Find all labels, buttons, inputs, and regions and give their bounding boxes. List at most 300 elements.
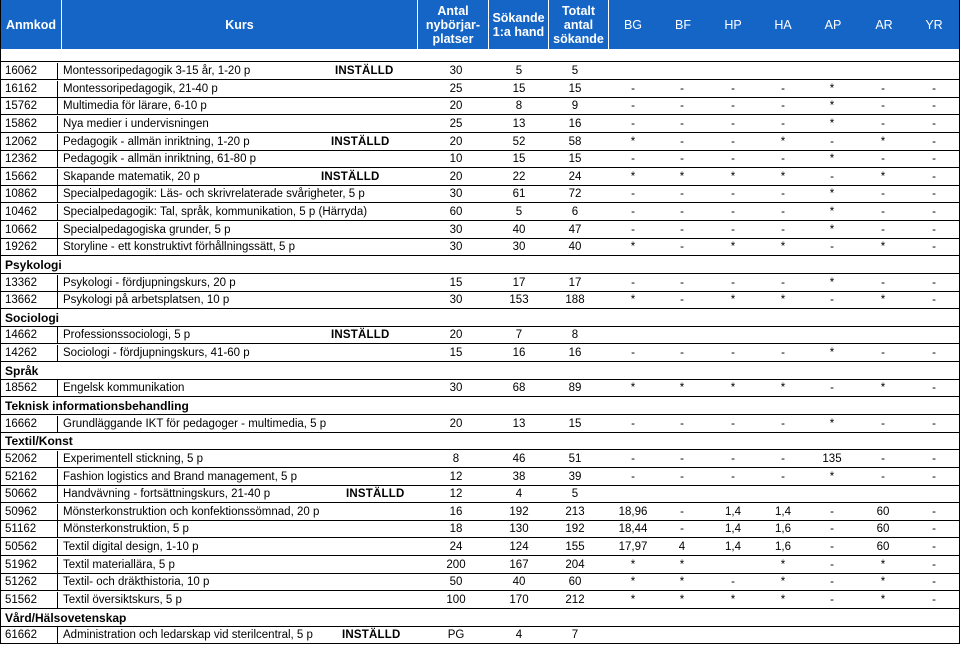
row-divider [57,116,58,133]
bg-value: - [631,470,635,483]
hp-value [713,557,753,573]
ap-value: * [829,100,835,113]
ap-value: - [830,558,834,571]
sokande-1a-hand: 30 [512,241,526,254]
course-name: Specialpedagogiska grunder, 5 p [63,223,231,236]
bg-value: 18,96 [618,505,648,518]
col-header-ap: AP [824,17,842,32]
course-name: Psykologi - fördjupningskurs, 20 p [63,276,236,289]
hp-value: * [730,294,736,307]
hp-value [713,63,753,79]
section-label: Teknisk informationsbehandling [5,399,189,413]
yr-value: - [932,206,936,218]
bg-value: - [631,276,635,289]
table-row [1,239,959,256]
ha-value [763,63,803,79]
sokande-1a-hand: 52 [512,135,526,148]
ha-value: - [781,223,785,236]
section-row [1,257,959,274]
course-name: Psykologi på arbetsplatsen, 10 p [63,294,230,307]
sokande-1a-hand: 4 [515,629,523,642]
antal-platser: 25 [449,117,463,130]
ar-value: - [881,452,885,465]
section-row [1,398,959,415]
ap-value: - [830,523,834,536]
row-divider [57,169,58,186]
course-code: 16062 [5,65,37,77]
yr-value: - [932,452,936,465]
ha-value: * [780,593,786,606]
hp-value: * [730,593,736,606]
ar-value [863,327,903,343]
hp-value: - [731,100,735,113]
col-header-totalt-antal-sokande: Totalt antal sökande [549,0,609,49]
table-row [1,116,959,133]
course-name: Professionssociologi, 5 p [63,329,191,342]
totalt-sokande: 192 [565,523,585,536]
course-code: 51562 [5,593,37,606]
row-divider [57,204,58,221]
ap-value [812,327,852,343]
table-row [1,592,959,609]
hp-value: - [731,470,735,483]
course-name: Storyline - ett konstruktivt förhållningssätt, 5 p [63,241,296,254]
row-divider [57,239,58,256]
sokande-1a-hand: 38 [512,470,526,483]
row-divider [57,451,58,468]
bf-value: * [679,558,685,571]
ha-value: * [780,241,786,254]
bg-value [613,327,653,343]
bf-value: - [680,417,684,430]
row-divider [57,327,58,344]
ar-value: * [880,241,886,254]
bf-value [662,627,702,643]
course-name: Handvävning - fortsättningskurs, 21-40 p [63,488,271,501]
hp-value: - [731,206,735,218]
hp-value: 1,4 [725,541,741,553]
totalt-sokande: 155 [565,541,585,553]
hp-value: 1,4 [725,505,741,518]
bf-value: * [679,382,685,395]
course-name: Fashion logistics and Brand management, 5 p [63,470,297,483]
bf-value: - [680,347,684,360]
bf-value [662,486,702,502]
ar-value: - [881,470,885,483]
bg-value: - [631,117,635,130]
row-divider [57,345,58,362]
table-row [1,292,959,309]
totalt-sokande: 15 [568,82,582,95]
totalt-sokande: 51 [568,452,582,465]
ha-value: - [781,206,785,218]
course-name: Experimentell stickning, 5 p [63,452,203,465]
bf-value: - [680,452,684,465]
ar-value: - [881,117,885,130]
antal-platser: 30 [449,294,463,307]
sokande-1a-hand: 13 [512,417,526,430]
row-divider [57,222,58,239]
ap-value: 135 [822,452,842,465]
table-row [1,327,959,344]
row-divider [57,151,58,168]
ha-value: * [780,170,786,183]
ha-value: 1,6 [775,523,791,536]
table-row [1,169,959,186]
antal-platser: 12 [449,488,463,501]
antal-platser: 10 [449,153,463,166]
hp-value: - [731,153,735,166]
totalt-sokande: 9 [571,100,579,113]
course-name: Multimedia för lärare, 6-10 p [63,100,207,113]
totalt-sokande: 8 [571,329,579,342]
bf-value: - [680,117,684,130]
ar-value: * [880,558,886,571]
bf-value: * [679,576,685,589]
sokande-1a-hand: 61 [512,188,526,201]
course-name: Textil- och dräkthistoria, 10 p [63,576,210,589]
ha-value: - [781,117,785,130]
ar-value [863,627,903,643]
course-name: Specialpedagogik: Läs- och skrivrelaterade svårigheter, 5 p [63,188,365,201]
bg-value: 17,97 [618,541,648,553]
row-divider [57,557,58,574]
row-divider [57,275,58,292]
course-code: 52162 [5,470,37,483]
totalt-sokande: 5 [571,65,579,77]
ar-value [863,63,903,79]
totalt-sokande: 16 [568,117,582,130]
col-header-bf: BF [675,17,691,32]
antal-platser: 25 [449,82,463,95]
sokande-1a-hand: 5 [515,65,523,77]
course-code: 13662 [5,294,37,307]
ap-value: - [830,576,834,589]
bg-value: - [631,82,635,95]
table-row [1,504,959,521]
bf-value: - [680,82,684,95]
bf-value [662,327,702,343]
ha-value: 1,4 [775,505,791,518]
totalt-sokande: 17 [568,276,582,289]
totalt-sokande: 213 [565,505,585,518]
ap-value: * [829,117,835,130]
row-divider [57,504,58,521]
section-row [1,433,959,450]
bg-value: - [631,417,635,430]
antal-platser: 30 [449,382,463,395]
row-divider [57,292,58,309]
antal-platser: 20 [449,100,463,113]
totalt-sokande: 39 [568,470,582,483]
course-code: 50962 [5,505,37,518]
sokande-1a-hand: 13 [512,117,526,130]
course-code: 15662 [5,170,37,183]
table-header [1,0,959,49]
ha-value: - [781,188,785,201]
sokande-1a-hand: 167 [509,558,529,571]
ha-value: * [780,558,786,571]
yr-value: - [932,223,936,236]
sokande-1a-hand: 5 [515,206,523,218]
col-header-ha: HA [774,17,792,32]
ar-value: * [880,135,886,148]
ap-value: * [829,470,835,483]
bf-value: - [680,223,684,236]
hp-value: - [731,276,735,289]
ha-value [763,327,803,343]
sokande-1a-hand: 22 [512,170,526,183]
antal-platser: 8 [452,452,460,465]
yr-value: - [932,593,936,606]
bg-value: * [630,294,636,307]
totalt-sokande: 60 [568,576,582,589]
antal-platser: 20 [449,135,463,148]
spacer-row [1,49,959,62]
sokande-1a-hand: 40 [512,223,526,236]
antal-platser: 30 [449,223,463,236]
ar-value: * [880,593,886,606]
totalt-sokande: 5 [571,488,579,501]
ar-value: * [880,294,886,307]
bg-value [613,63,653,79]
course-name: Nya medier i undervisningen [63,117,209,130]
course-code: 10462 [5,206,37,218]
col-header-anmkod: Anmkod [1,0,62,49]
section-row [1,610,959,627]
bf-value: - [680,153,684,166]
table-row [1,451,959,468]
sokande-1a-hand: 124 [509,541,529,553]
yr-value [914,486,954,502]
yr-value: - [932,241,936,254]
antal-platser: 30 [449,188,463,201]
course-code: 10862 [5,188,37,201]
ha-value: - [781,153,785,166]
sokande-1a-hand: 4 [515,488,523,501]
ap-value: - [830,170,834,183]
cancelled-status: INSTÄLLD [342,629,401,642]
ap-value: * [829,223,835,236]
bf-value: - [680,100,684,113]
table-row [1,134,959,151]
ar-value: - [881,276,885,289]
antal-platser: 30 [449,65,463,77]
bf-value: * [679,593,685,606]
ap-value: * [829,347,835,360]
course-name: Textil översiktskurs, 5 p [63,593,182,606]
hp-value: - [731,452,735,465]
table-row [1,627,959,644]
antal-platser: 50 [449,576,463,589]
col-header-ar: AR [875,17,893,32]
section-label: Textil/Konst [5,434,73,449]
ap-value [812,63,852,79]
totalt-sokande: 15 [568,153,582,166]
table-row [1,222,959,239]
course-code: 13362 [5,276,37,289]
antal-platser: 12 [449,470,463,483]
totalt-sokande: 58 [568,135,582,148]
col-header-sokande-1a-hand: Sökande 1:a hand [489,0,549,49]
hp-value: - [731,117,735,130]
sokande-1a-hand: 40 [512,576,526,589]
yr-value: - [932,505,936,518]
yr-value: - [932,576,936,589]
bf-value [662,63,702,79]
yr-value: - [932,347,936,360]
ap-value [812,486,852,502]
bg-value: - [631,188,635,201]
totalt-sokande: 6 [571,206,579,218]
row-divider [57,81,58,98]
totalt-sokande: 47 [568,223,582,236]
sokande-1a-hand: 153 [509,294,529,307]
course-code: 61662 [5,629,37,642]
table-row [1,204,959,221]
yr-value: - [932,188,936,201]
section-label: Sociologi [5,310,59,325]
antal-platser: 20 [449,329,463,342]
antal-platser: 30 [449,241,463,254]
bg-value: 18,44 [618,523,648,536]
ha-value: - [781,452,785,465]
course-name: Pedagogik - allmän inriktning, 1-20 p [63,135,250,148]
bg-value: * [630,135,636,148]
table-row [1,416,959,433]
row-divider [57,380,58,397]
bf-value: - [680,523,684,536]
ar-value: - [881,417,885,430]
table-row [1,557,959,574]
yr-value: - [932,153,936,166]
ar-value: - [881,188,885,201]
row-divider [57,63,58,80]
table-row [1,486,959,503]
cancelled-status: INSTÄLLD [331,135,390,148]
hp-value: * [730,241,736,254]
antal-platser: 15 [449,276,463,289]
ap-value: - [830,294,834,307]
hp-value: - [731,576,735,589]
ap-value: - [830,593,834,606]
ha-value: * [780,135,786,148]
bg-value: * [630,382,636,395]
course-code: 50562 [5,541,37,553]
yr-value: - [932,170,936,183]
yr-value: - [932,382,936,395]
antal-platser: 20 [449,417,463,430]
ar-value: 60 [876,523,890,536]
bg-value: - [631,206,635,218]
cancelled-status: INSTÄLLD [321,170,380,183]
row-divider [57,186,58,203]
row-divider [57,469,58,486]
sokande-1a-hand: 17 [512,276,526,289]
table-row [1,574,959,591]
totalt-sokande: 7 [571,629,579,642]
bf-value: - [680,294,684,307]
bg-value: * [630,558,636,571]
hp-value [713,627,753,643]
hp-value: * [730,170,736,183]
section-label: Psykologi [5,257,62,272]
row-divider [57,574,58,591]
ha-value [763,627,803,643]
antal-platser: 15 [449,347,463,360]
bg-value: - [631,100,635,113]
row-divider [57,98,58,115]
course-code: 14662 [5,329,37,342]
ar-value: - [881,82,885,95]
ha-value: * [780,576,786,589]
sokande-1a-hand: 130 [509,523,529,536]
course-code: 19262 [5,241,37,254]
ap-value: * [829,153,835,166]
totalt-sokande: 15 [568,417,582,430]
totalt-sokande: 16 [568,347,582,360]
hp-value: - [731,188,735,201]
hp-value: - [731,417,735,430]
sokande-1a-hand: 7 [515,329,523,342]
course-name: Pedagogik - allmän inriktning, 61-80 p [63,153,257,166]
ar-value: 60 [876,505,890,518]
ar-value: * [880,170,886,183]
course-code: 12062 [5,135,37,148]
hp-value [713,327,753,343]
ha-value: * [780,294,786,307]
row-divider [57,416,58,433]
ar-value: - [881,347,885,360]
ap-value: - [830,135,834,148]
yr-value: - [932,541,936,553]
course-name: Specialpedagogik: Tal, språk, kommunikation, 5 p (Härryda) [63,206,368,218]
totalt-sokande: 212 [565,593,585,606]
ha-value: - [781,100,785,113]
row-divider [57,486,58,503]
yr-value: - [932,276,936,289]
row-divider [57,592,58,609]
antal-platser: 16 [449,505,463,518]
course-code: 16162 [5,82,37,95]
course-name: Mönsterkonstruktion och konfektionssömnad, 20 p [63,505,320,518]
antal-platser: 100 [446,593,466,606]
ap-value: * [829,188,835,201]
bg-value: * [630,593,636,606]
sokande-1a-hand: 8 [515,100,523,113]
antal-platser: 200 [446,558,466,571]
table-row [1,98,959,115]
course-name: Textil materiallära, 5 p [63,558,175,571]
course-code: 51162 [5,523,37,536]
sokande-1a-hand: 15 [512,82,526,95]
course-code: 16662 [5,417,37,430]
totalt-sokande: 72 [568,188,582,201]
ha-value: * [780,382,786,395]
sokande-1a-hand: 15 [512,153,526,166]
ha-value: - [781,82,785,95]
totalt-sokande: 24 [568,170,582,183]
ar-value: 60 [876,541,890,553]
course-name: Engelsk kommunikation [63,382,185,395]
yr-value [914,327,954,343]
bf-value: - [680,135,684,148]
bg-value: - [631,153,635,166]
sokande-1a-hand: 192 [509,505,529,518]
ar-value: - [881,206,885,218]
ap-value: - [830,505,834,518]
bf-value: - [680,276,684,289]
